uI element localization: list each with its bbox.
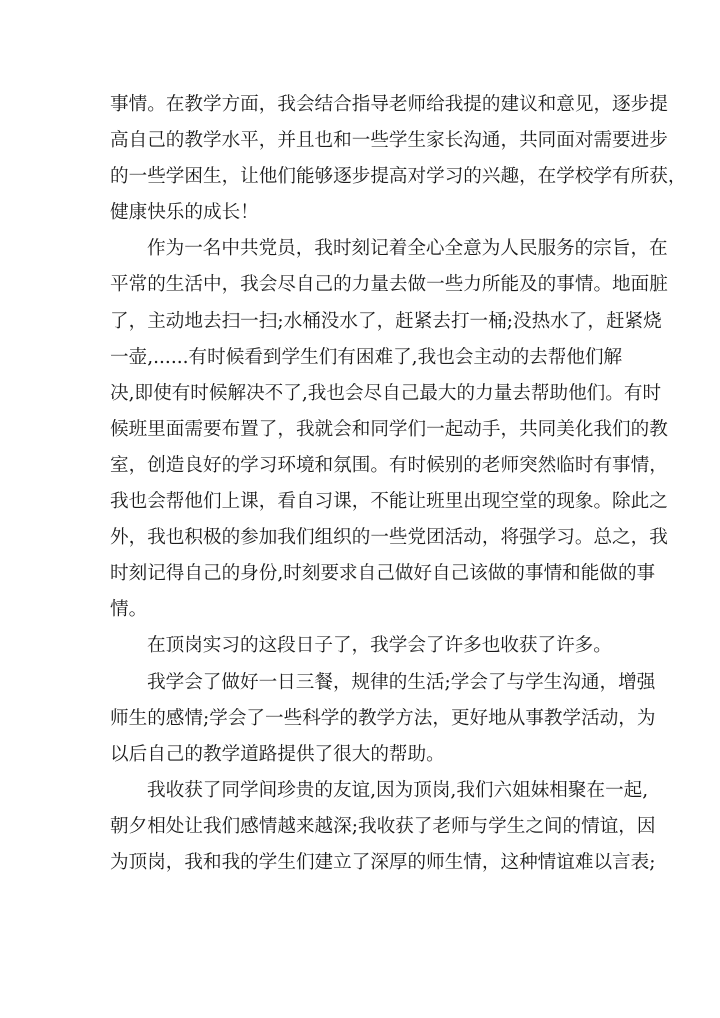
paragraph-start-line: 我收获了同学间珍贵的友谊,因为顶岗,我们六姐妹相聚在一起, [147,779,649,801]
text-line: 一壶,......有时候看到学生们有困难了,我也会主动的去帮他们解 [110,346,623,368]
text-line: 时刻记得自己的身份,时刻要求自己做好自己该做的事情和能做的事 [110,563,656,585]
document-page [110,87,687,881]
paragraph-start-line: 作为一名中共党员，我时刻记着全心全意为人民服务的宗旨，在 [147,238,668,260]
text-line: 情。 [110,599,148,621]
text-line: 以后自己的教学道路提供了很大的帮助。 [110,743,445,765]
text-line: 高自己的教学水平，并且也和一些学生家长沟通，共同面对需要进步 [110,130,668,152]
text-line: 室，创造良好的学习环境和氛围。有时候别的老师突然临时有事情， [110,454,668,476]
text-line: 朝夕相处让我们感情越来越深;我收获了老师与学生之间的情谊，因 [110,815,656,837]
text-line: 的一些学困生，让他们能够逐步提高对学习的兴趣，在学校学有所获， [110,166,687,188]
text-line: 候班里面需要布置了，我就会和同学们一起动手，共同美化我们的教 [110,418,668,440]
text-line: 决,即使有时候解决不了,我也会尽自己最大的力量去帮助他们。有时 [110,382,662,404]
text-line: 健康快乐的成长！ [110,202,259,224]
text-line: 平常的生活中，我会尽自己的力量去做一些力所能及的事情。地面脏 [110,274,668,296]
text-line: 师生的感情;学会了一些科学的教学方法，更好地从事教学活动，为 [110,707,656,729]
paragraph-start-line: 在顶岗实习的这段日子了，我学会了许多也收获了许多。 [147,635,612,657]
text-line: 外，我也积极的参加我们组织的一些党团活动，将强学习。总之，我 [110,527,668,549]
text-line: 我也会帮他们上课，看自习课，不能让班里出现空堂的现象。除此之 [110,491,668,513]
text-line: 了，主动地去扫一扫;水桶没水了，赶紧去打一桶;没热水了，赶紧烧 [110,310,662,332]
paragraph-start-line: 我学会了做好一日三餐，规律的生活;学会了与学生沟通，增强 [147,671,656,693]
text-line: 为顶岗，我和我的学生们建立了深厚的师生情，这种情谊难以言表; [110,851,656,873]
text-line: 事情。在教学方面，我会结合指导老师给我提的建议和意见，逐步提 [110,94,668,115]
